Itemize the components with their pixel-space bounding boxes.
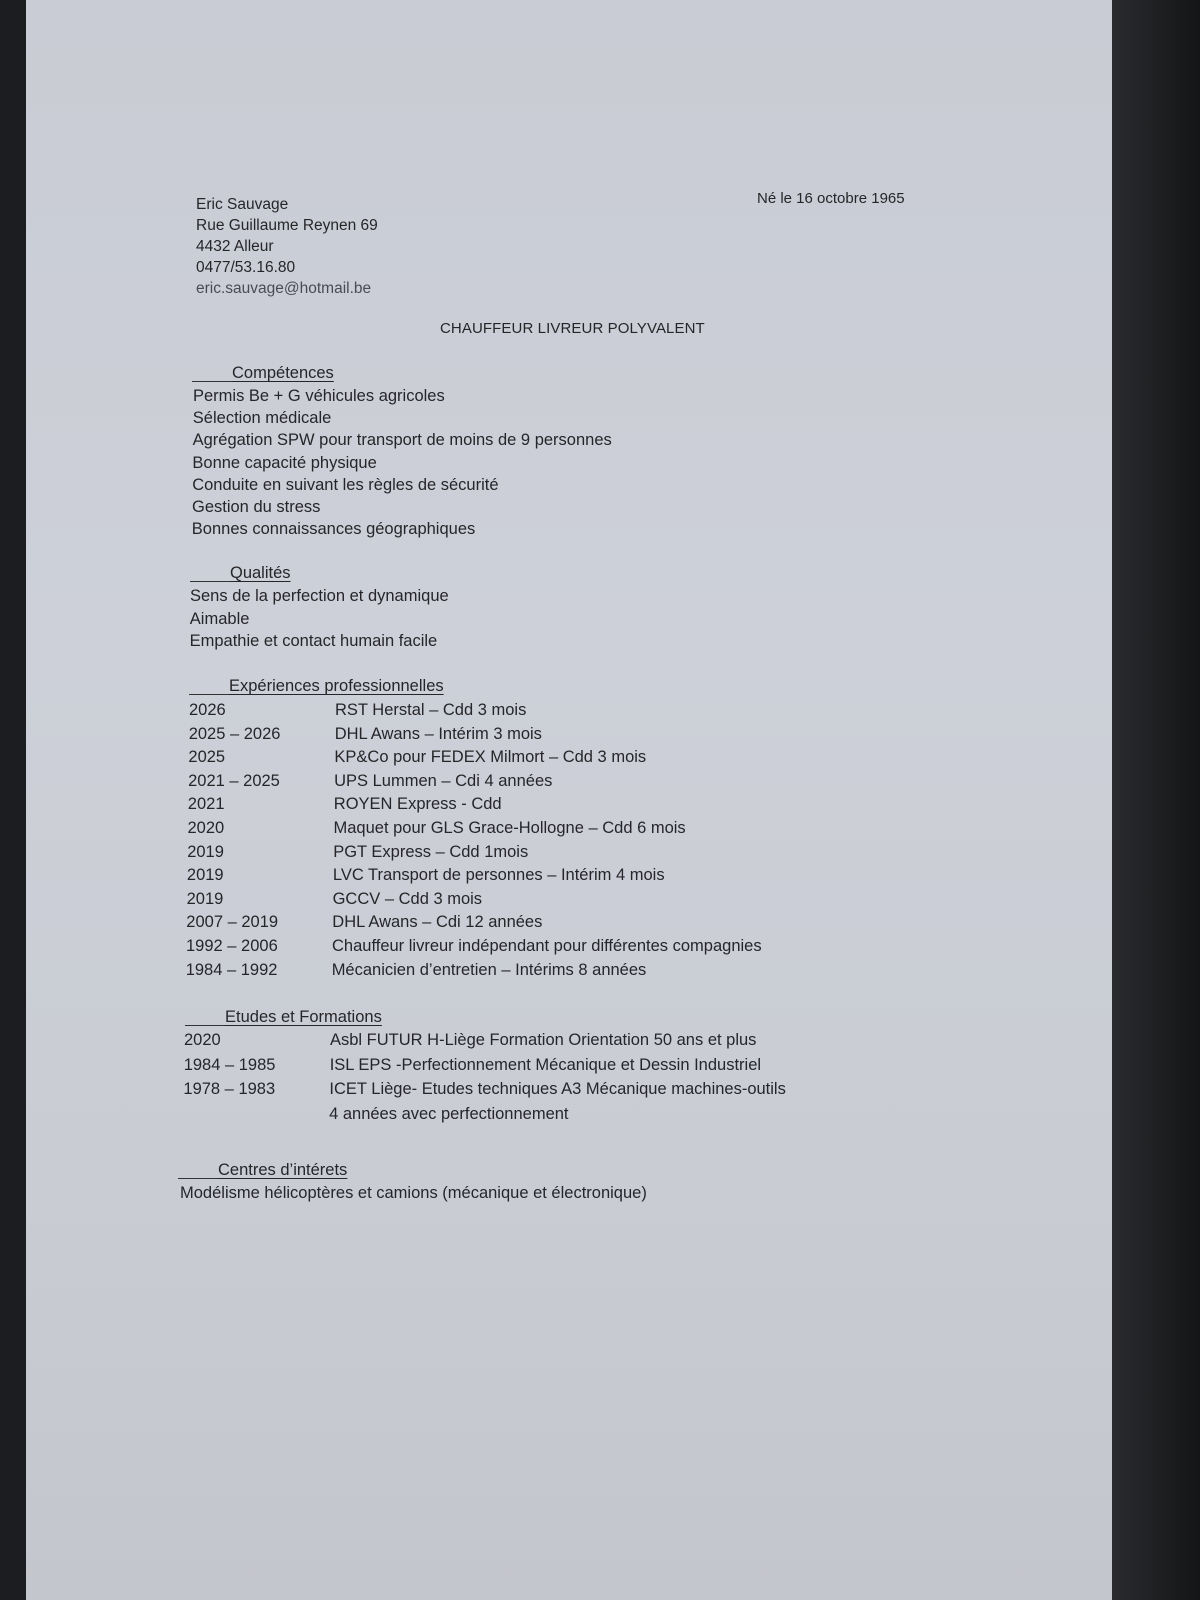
row-year: 1978 – 1983 [183, 1080, 276, 1099]
list-item: Gestion du stress [192, 498, 321, 516]
row-year: 1992 – 2006 [186, 937, 278, 955]
row-description: UPS Lummen – Cdi 4 années [334, 771, 553, 790]
list-item: Empathie et contact humain facile [189, 632, 438, 650]
job-title: CHAUFFEUR LIVREUR POLYVALENT [440, 320, 705, 337]
row-description: LVC Transport de personnes – Intérim 4 mois [332, 866, 665, 885]
row-year: 2020 [184, 1031, 221, 1049]
section-heading-etudes: Etudes et Formations [185, 1008, 382, 1027]
email-address: eric.sauvage@hotmail.be [196, 280, 372, 297]
section-heading-competences: Compétences [192, 364, 334, 383]
row-description: Chauffeur livreur indépendant pour différentes compagnies [332, 937, 762, 955]
row-description: PGT Express – Cdd 1mois [333, 842, 529, 861]
row-year: 2019 [186, 889, 224, 908]
list-item: Modélisme hélicoptères et camions (mécanique et électronique) [180, 1184, 647, 1202]
row-description: ROYEN Express - Cdd [333, 795, 502, 814]
row-year: 1984 – 1985 [183, 1055, 276, 1074]
birth-date: Né le 16 octobre 1965 [757, 190, 905, 207]
row-year: 2025 – 2026 [188, 724, 281, 743]
row-year: 2026 [189, 701, 226, 719]
row-year: 2025 [188, 748, 226, 767]
row-description: GCCV – Cdd 3 mois [332, 889, 483, 908]
row-description: ICET Liège- Etudes techniques A3 Mécanique machines-outils [329, 1080, 786, 1099]
section-heading-qualites: Qualités [190, 564, 291, 583]
row-year: 1984 – 1992 [185, 960, 278, 979]
row-description: DHL Awans – Intérim 3 mois [334, 724, 542, 743]
section-heading-interets: Centres d’intérets [178, 1161, 347, 1180]
row-description: ISL EPS -Perfectionnement Mécanique et Dessin Industriel [329, 1055, 762, 1074]
row-description: Mécanicien d’entretien – Intérims 8 années [331, 960, 647, 979]
row-description: Maquet pour GLS Grace-Hollogne – Cdd 6 mois [333, 819, 686, 837]
row-year: 2007 – 2019 [186, 913, 279, 932]
row-year: 2019 [186, 866, 224, 885]
row-description: RST Herstal – Cdd 3 mois [335, 701, 527, 719]
list-item: Bonnes connaissances géographiques [191, 520, 476, 539]
row-description: KP&Co pour FEDEX Milmort – Cdd 3 mois [334, 748, 647, 767]
list-item: Permis Be + G véhicules agricoles [193, 387, 445, 405]
list-item: Bonne capacité physique [192, 453, 377, 472]
row-year: 2020 [187, 819, 225, 837]
row-description: 4 années avec perfectionnement [329, 1104, 569, 1123]
row-description: Asbl FUTUR H-Liège Formation Orientation 50 ans et plus [330, 1031, 757, 1049]
address-street: Rue Guillaume Reynen 69 [196, 217, 378, 234]
address-city: 4432 Alleur [196, 238, 274, 255]
row-description: DHL Awans – Cdi 12 années [332, 913, 543, 932]
list-item: Aimable [189, 609, 250, 628]
list-item: Sens de la perfection et dynamique [190, 587, 449, 605]
applicant-name: Eric Sauvage [196, 196, 289, 213]
row-year: 2021 [187, 795, 225, 814]
row-year: 2019 [187, 842, 224, 861]
section-heading-experiences: Expériences professionnelles [189, 677, 444, 696]
list-item: Conduite en suivant les règles de sécurité [192, 475, 499, 494]
background-surface [1112, 0, 1200, 1600]
list-item: Sélection médicale [192, 409, 332, 428]
list-item: Agrégation SPW pour transport de moins de 9 personnes [192, 431, 612, 450]
phone-number: 0477/53.16.80 [196, 259, 296, 276]
row-year: 2021 – 2025 [188, 771, 280, 790]
